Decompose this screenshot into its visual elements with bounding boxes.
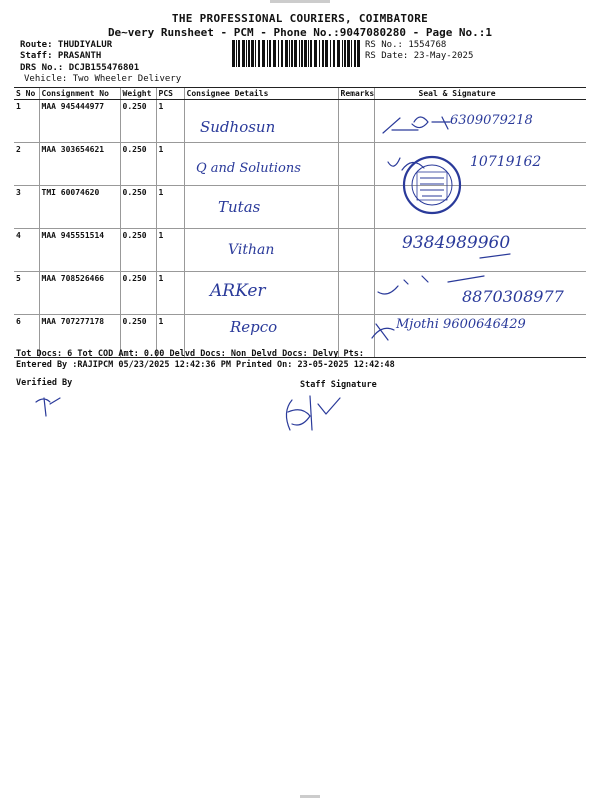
col-sno: S No: [14, 88, 39, 100]
sign-hand-6: Mjothi 9600646429: [396, 317, 526, 332]
verified-signature: [36, 398, 60, 416]
company-seal-stamp: [404, 157, 460, 213]
consignee-hand-2: Q and Solutions: [196, 161, 301, 176]
sign-hand-4: 9384989960: [402, 233, 511, 253]
weight-cell: 0.250: [120, 229, 156, 272]
consignment-cell: MAA 945551514: [39, 229, 120, 272]
consignee-hand-3: Tutas: [218, 198, 261, 216]
consignee-hand-4: Vithan: [228, 242, 275, 258]
sno-cell: 5: [14, 272, 39, 315]
weight-cell: 0.250: [120, 315, 156, 358]
drs-number: DRS No.: DCJB155476801: [20, 63, 140, 73]
weight-cell: 0.250: [120, 272, 156, 315]
consignment-cell: MAA 303654621: [39, 143, 120, 186]
signature-mark-4: [480, 254, 510, 258]
consignment-cell: MAA 708526466: [39, 272, 120, 315]
weight-cell: 0.250: [120, 143, 156, 186]
pcs-cell: 1: [156, 272, 184, 315]
col-pcs: PCS: [156, 88, 184, 100]
signature-mark-1: [383, 117, 450, 133]
consignment-cell: MAA 945444977: [39, 100, 120, 143]
totals-summary: Tot Docs: 6 Tot COD Amt: 0.00 Delvd Docs: Non Delvd Docs: Delvy Pts:: [16, 349, 364, 359]
col-consignee: Consignee Details: [184, 88, 338, 100]
col-consignment: Consignment No: [39, 88, 120, 100]
sign-hand-1: 6309079218: [450, 113, 533, 128]
consignment-cell: TMI 60074620: [39, 186, 120, 229]
pcs-cell: 1: [156, 229, 184, 272]
pcs-cell: 1: [156, 315, 184, 358]
sign-hand-5: 8870308977: [462, 287, 564, 306]
sno-cell: 2: [14, 143, 39, 186]
weight-cell: 0.250: [120, 186, 156, 229]
sno-cell: 4: [14, 229, 39, 272]
sign-hand-2: 10719162: [470, 154, 542, 170]
col-weight: Weight: [120, 88, 156, 100]
rs-date: RS Date: 23-May-2025: [365, 51, 474, 61]
weight-cell: 0.250: [120, 100, 156, 143]
company-title: THE PROFESSIONAL COURIERS, COIMBATORE: [171, 12, 429, 25]
entered-by-line: Entered By :RAJIPCM 05/23/2025 12:42:36 PM Printed On: 23-05-2025 12:42:48: [16, 360, 395, 370]
scan-mark-bottom: [300, 795, 320, 798]
pcs-cell: 1: [156, 100, 184, 143]
runsheet-subtitle: De~very Runsheet - PCM - Phone No.:9047080280 - Page No.:1: [107, 26, 493, 39]
staff-label: Staff: PRASANTH: [20, 51, 102, 61]
signature-mark-6: [372, 324, 394, 340]
col-seal-signature: Seal & Signature: [374, 88, 586, 100]
col-remarks: Remarks: [338, 88, 374, 100]
staff-signature-label: Staff Signature: [300, 380, 377, 390]
pcs-cell: 1: [156, 186, 184, 229]
consignee-hand-1: Sudhosun: [200, 118, 276, 136]
staff-signature-mark: [286, 396, 340, 430]
sno-cell: 1: [14, 100, 39, 143]
pcs-cell: 1: [156, 143, 184, 186]
sno-cell: 3: [14, 186, 39, 229]
consignee-hand-5: ARKer: [210, 281, 266, 301]
consignment-cell: MAA 707277178: [39, 315, 120, 358]
route-label: Route: THUDIYALUR: [20, 40, 113, 50]
sno-cell: 6: [14, 315, 39, 358]
consignee-hand-6: Repco: [230, 318, 278, 336]
vehicle-label: Vehicle: Two Wheeler Delivery: [24, 74, 182, 84]
verified-by-label: Verified By: [16, 378, 73, 388]
rs-number: RS No.: 1554768: [365, 40, 447, 50]
